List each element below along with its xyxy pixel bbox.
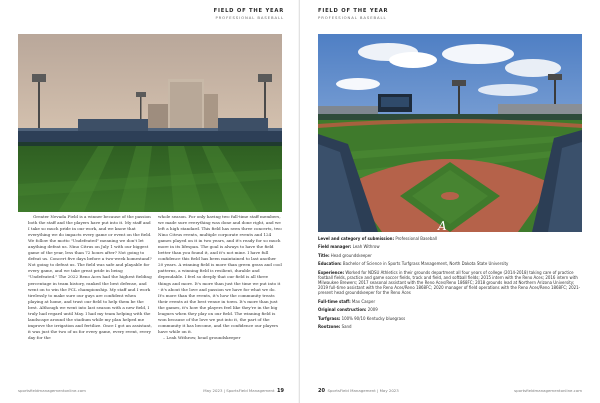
stadium-photo-outfield-view xyxy=(18,34,282,212)
fact-label: Field manager: xyxy=(318,244,352,250)
article-column-1: Greater Nevada Field is a winner because of the passion both the staff and the players have put into it. My staff and I take so much pride in our work, and we know that everything we do impacts every game or event on the field. We follow the motto "Undefeated" meaning we don't let anything defeat us. Nino Citrus on July 1 with our biggest game of the year, less than 72 hours after? Not going to defeat us. Concert five days before a two-week homestand? Not going to defeat us. The field was safe and playable for every game, and we take great pride in being "Undefeated." The 2022 Reno Aces had the highest fielding percentage in team history, ranked the best defense, and went on to win the PCL championship. My staff and I work tirelessly to make sure our guys are confident when playing at home, and trust our field to help them be the best. Although we went into last season with a new field, I truly had regard until May. I had my team helping with the landscape around the stadium while my plan helped me improve the irrigation and fertilize. Once I got an assistant, it was just the two of us for every game, every event, every day for the xyxy=(28,214,152,340)
fact-field-manager xyxy=(318,244,582,249)
header-section: PROFESSIONAL BASEBALL xyxy=(215,15,284,20)
article-signature: – Leah Withrow, head groundskeeper xyxy=(163,334,241,340)
left-footer-url[interactable]: sportsfieldmanagementonline.com xyxy=(18,388,86,393)
article-column-2 xyxy=(158,214,282,341)
right-page-number: 20 xyxy=(318,388,325,394)
right-page xyxy=(300,0,600,403)
fact-value: Head groundskeeper xyxy=(330,252,372,258)
left-footer-magazine: SportsField Management xyxy=(226,388,275,393)
fact-value: Sand xyxy=(341,323,352,329)
left-page-header xyxy=(214,8,284,20)
right-footer-info xyxy=(318,388,399,394)
fact-label: Turfgrass: xyxy=(318,315,341,321)
fact-value: Worked for NDSU Athletics in their grounds department all four years of college (2014-2018) taking care of practice football fields, practice and game soccer fields, track and field, and softball fields; 2015 intern with the Reno Aces; 2016 intern with Milwaukee Brewers; 2017 seasonal assistant with the Reno Aces/Reno 1868FC; 2018 grounds lead at Northern Arizona University; 2019 full-time assistant with the Reno Aces/Reno 1868FC; 2020 manager of field operations with the Reno Aces/Reno 1868FC; 2021-present head groundskeeper for the Reno Aces xyxy=(318,269,581,296)
fact-value: Max Casper xyxy=(351,298,376,304)
right-footer-url[interactable]: sportsfieldmanagementonline.com xyxy=(514,388,582,393)
fact-turfgrass xyxy=(318,316,582,321)
left-footer-issue: May 2023 | xyxy=(203,388,225,393)
fact-value: 100% 90/10 Kentucky bluegrass xyxy=(341,315,406,321)
right-page-header xyxy=(318,8,388,20)
fact-value: 2009 xyxy=(367,307,378,313)
header-kicker-right: FIELD OF THE YEAR xyxy=(318,8,389,14)
fact-original-construction xyxy=(318,307,582,312)
fact-education xyxy=(318,261,582,266)
fact-label: Level and category of submission: xyxy=(318,236,395,241)
fact-label: Full-time staff: xyxy=(318,298,351,304)
fact-label: Experience: xyxy=(318,269,345,275)
fact-label: Title: xyxy=(318,252,330,258)
fact-label: Rootzone: xyxy=(318,323,341,329)
header-section-right: PROFESSIONAL BASEBALL xyxy=(318,15,387,20)
fact-value: Leah Withrow xyxy=(352,244,380,250)
svg-text:A: A xyxy=(438,219,447,232)
right-footer-magazine: SportsField Management xyxy=(327,388,376,393)
field-facts-list xyxy=(318,236,582,332)
fact-title xyxy=(318,253,582,258)
fact-full-time-staff xyxy=(318,299,582,304)
fact-experience xyxy=(318,270,582,296)
fact-value: Professional Baseball xyxy=(395,236,437,241)
fact-label: Education: xyxy=(318,261,342,267)
article-body xyxy=(28,214,282,386)
fact-label: Original construction: xyxy=(318,307,367,313)
fact-level xyxy=(318,236,582,241)
article-column-2-text: whole season. For only having two full-time staff members, we made sure everything was done and done right, and we left a high standard. This field has seen three concerts, two Nino Citrus events, multiple corporate events and 124 games played on it in two years, and it's ready for so much more in its lifespan. The goal is always to have the field better than you found it, and it's not mine. I have full confidence this field has been maintained to last another 20 years. A winning field is more than green grass and cool patterns, a winning field is resilient, durable and dependable. I feel so deeply that our field is all three things and more. It's more than just the time we put into it - it's about the love and passion we have for what we do. It's more than the events, it's how the community treats their events at the best venue in town. It's more than just the games, it's how the players feel like they're in the big leagues when they play on our field. The winning field is won because of the love we put into it, the part of the community it has become, and the confidence our players have while on it. xyxy=(158,214,282,334)
left-footer-info xyxy=(203,388,284,394)
left-page-number: 19 xyxy=(277,388,284,394)
fact-value: Bachelor of Science in Sports Turfgrass Management, North Dakota State University xyxy=(342,261,509,267)
stadium-photo-infield-view xyxy=(318,34,582,232)
header-kicker: FIELD OF THE YEAR xyxy=(213,8,284,14)
fact-rootzone xyxy=(318,324,582,329)
right-footer-issue: | May 2023 xyxy=(377,388,399,393)
